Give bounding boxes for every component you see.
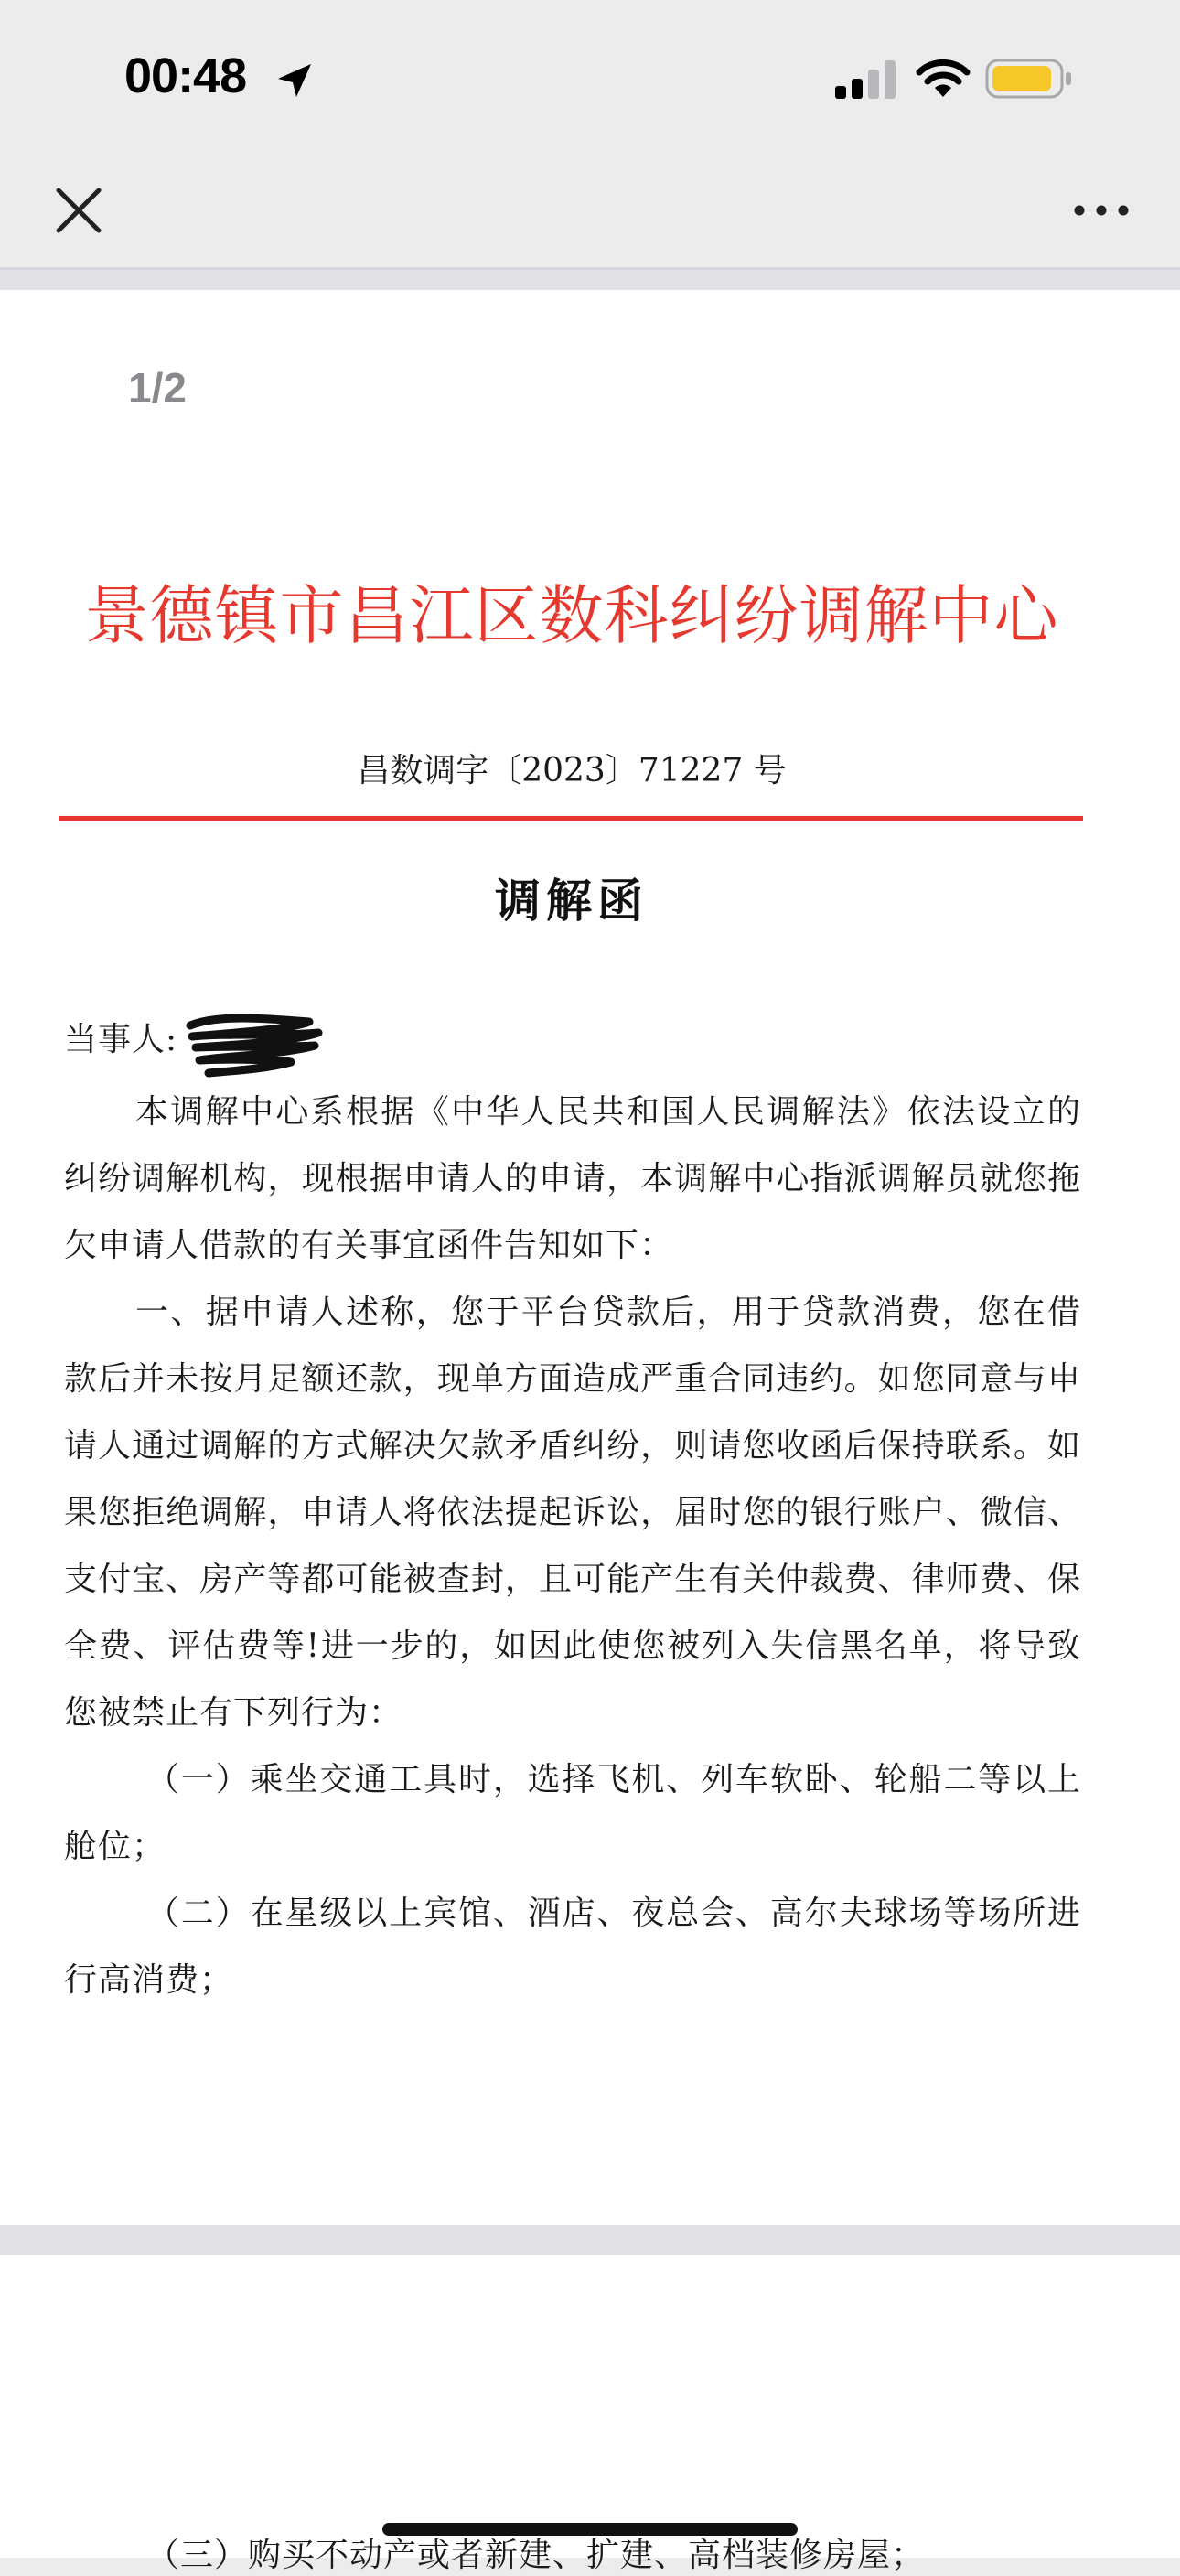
document-title: 调解函 xyxy=(495,874,649,928)
paragraph-sub-3: （三）购买不动产或者新建、扩建、高档装修房屋； xyxy=(146,2537,926,2574)
document-viewer[interactable] xyxy=(0,270,1180,2574)
document-page-2 xyxy=(0,2255,1180,2574)
paragraph-intro: 本调解中心系根据《中华人民共和国人民调解法》依法设立的纠纷调解机构，现根据申请人的申请，本调解中心指派调解员就您拖欠申请人借款的有关事宜函件告知如下： xyxy=(64,1093,1081,1264)
document-page-1 xyxy=(0,290,1180,2225)
cellular-signal-icon xyxy=(835,60,899,99)
wifi-icon xyxy=(915,57,971,99)
document-number: 昌数调字〔2023〕71227 号 xyxy=(357,752,787,789)
document-body xyxy=(64,1005,1081,2013)
home-indicator[interactable] xyxy=(382,2523,798,2536)
party-line xyxy=(64,1005,1081,1079)
more-icon[interactable] xyxy=(1070,192,1132,229)
nav-bar xyxy=(0,156,1180,267)
location-arrow-icon xyxy=(274,60,315,101)
status-time: 00:48 xyxy=(124,48,247,103)
paragraph-item-1: 一、据申请人述称，您于平台贷款后，用于贷款消费，您在借款后并未按月足额还款，现单方面造成严重合同违约。如您同意与申请人通过调解的方式解决欠款矛盾纠纷，则请您收函后保持联系。如果您拒绝调解，申请人将依法提起诉讼，届时您的银行账户、微信、支付宝、房产等都可能被查封，且可能产生有关仲裁费、律师费、保全费、评估费等!进一步的，如因此使您被列入失信黑名单，将导致您被禁止有下列行为： xyxy=(64,1293,1081,1732)
close-icon[interactable] xyxy=(53,185,104,236)
party-label: 当事人: xyxy=(64,1021,178,1058)
red-divider xyxy=(59,816,1083,821)
organization-title: 景德镇市昌江区数科纠纷调解中心 xyxy=(84,578,1059,653)
status-bar xyxy=(0,0,1180,156)
page-indicator: 1/2 xyxy=(128,364,187,412)
redaction-scribble xyxy=(181,1005,327,1079)
battery-icon xyxy=(985,59,1073,99)
paragraph-sub-2: （二）在星级以上宾馆、酒店、夜总会、高尔夫球场等场所进行高消费； xyxy=(64,1894,1081,1999)
paragraph-sub-1: （一）乘坐交通工具时，选择飞机、列车软卧、轮船二等以上舱位； xyxy=(64,1761,1081,1865)
